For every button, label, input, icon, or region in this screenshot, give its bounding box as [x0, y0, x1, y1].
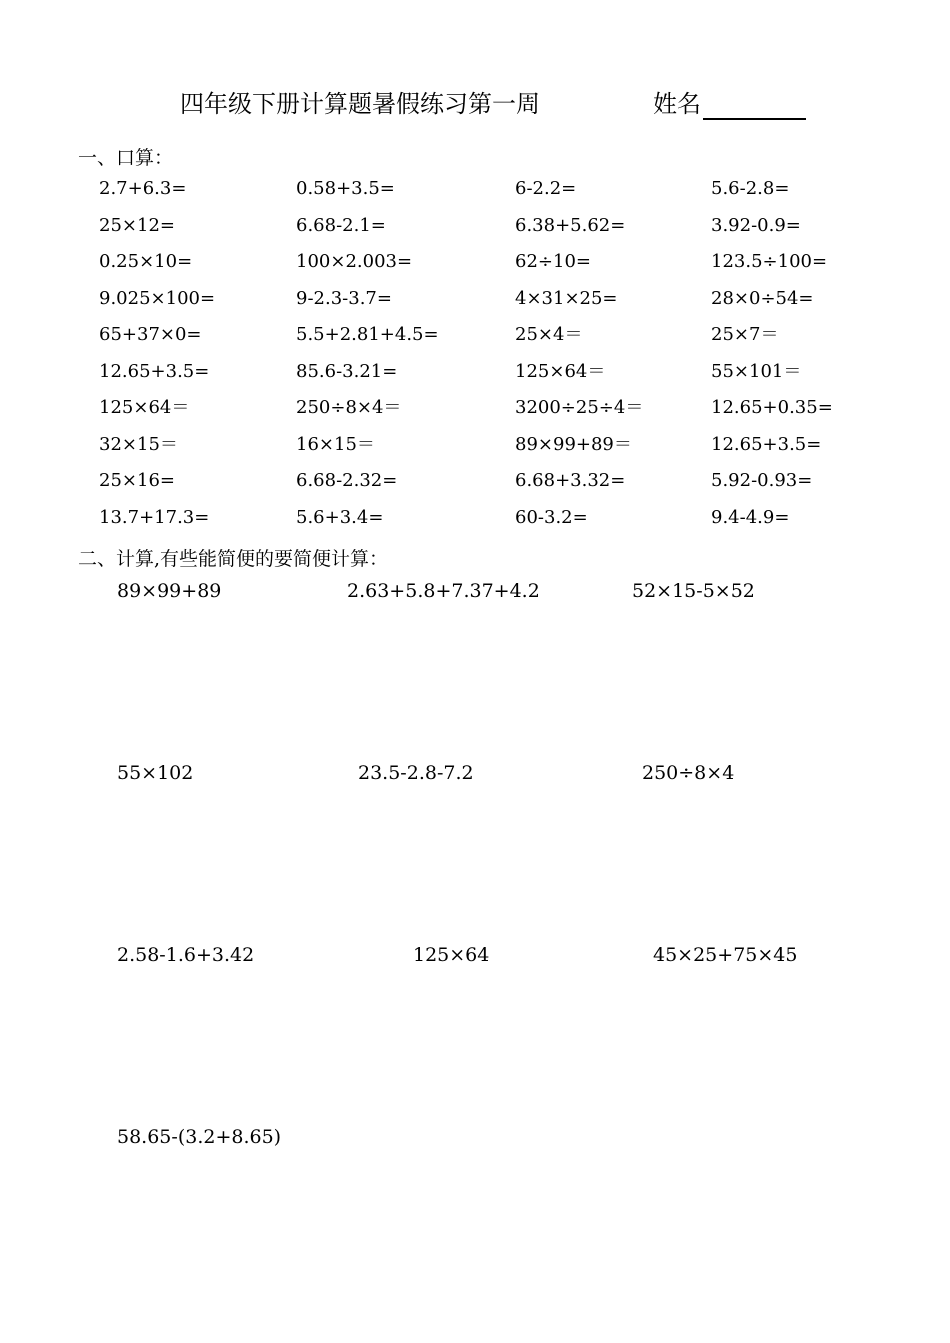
calculation-problem: 2.58-1.6+3.42 — [117, 944, 255, 966]
oral-item: 5.5+2.81+4.5= — [296, 324, 439, 345]
oral-item: 25×7＝ — [711, 324, 779, 345]
oral-item: 12.65+0.35= — [711, 397, 833, 418]
oral-item: 5.92-0.93= — [711, 470, 813, 491]
oral-item: 13.7+17.3= — [99, 506, 210, 528]
calculation-problem: 52×15-5×52 — [632, 580, 755, 602]
calculation-problem: 89×99+89 — [117, 580, 222, 602]
oral-item: 6.38+5.62= — [515, 214, 626, 236]
oral-item: 9-2.3-3.7= — [296, 287, 392, 309]
oral-item: 9.025×100= — [99, 287, 216, 309]
oral-item: 100×2.003= — [296, 251, 413, 272]
oral-item: 250÷8×4＝ — [296, 397, 402, 418]
name-label: 姓名 — [653, 90, 701, 118]
calculation-problem: 250÷8×4 — [642, 762, 735, 784]
oral-item: 125×64＝ — [515, 360, 606, 382]
calculation-problem: 45×25+75×45 — [653, 944, 798, 966]
oral-item: 89×99+89＝ — [515, 433, 632, 455]
oral-item: 6.68-2.1= — [296, 214, 386, 236]
oral-item: 6-2.2= — [515, 178, 577, 199]
worksheet-title: 四年级下册计算题暑假练习第一周 — [180, 90, 540, 118]
oral-item: 65+37×0= — [99, 324, 202, 345]
calculation-problem: 125×64 — [413, 944, 490, 966]
oral-item: 5.6+3.4= — [296, 506, 384, 528]
oral-item: 32×15＝ — [99, 433, 178, 455]
oral-item: 12.65+3.5= — [99, 360, 210, 382]
calculation-problem: 2.63+5.8+7.37+4.2 — [347, 580, 540, 602]
oral-item: 6.68+3.32= — [515, 470, 626, 491]
oral-item: 9.4-4.9= — [711, 506, 790, 528]
oral-item: 25×12= — [99, 214, 175, 236]
oral-item: 0.58+3.5= — [296, 178, 395, 199]
oral-item: 3200÷25÷4＝ — [515, 397, 644, 418]
oral-item: 123.5÷100= — [711, 251, 828, 272]
oral-item: 2.7+6.3= — [99, 178, 187, 199]
oral-item: 16×15＝ — [296, 433, 375, 455]
oral-item: 60-3.2= — [515, 506, 588, 528]
calculation-problem: 23.5-2.8-7.2 — [358, 762, 474, 784]
calculation-problem: 58.65-(3.2+8.65) — [117, 1126, 282, 1148]
oral-item: 25×4＝ — [515, 324, 583, 345]
section-1-heading: 一、口算： — [78, 147, 174, 169]
oral-item: 25×16= — [99, 470, 175, 491]
oral-item: 125×64＝ — [99, 397, 190, 418]
oral-item: 62÷10= — [515, 251, 591, 272]
oral-item: 4×31×25= — [515, 287, 618, 309]
oral-item: 28×0÷54= — [711, 287, 814, 309]
oral-item: 0.25×10= — [99, 251, 193, 272]
oral-item: 85.6-3.21= — [296, 360, 398, 382]
oral-item: 3.92-0.9= — [711, 214, 801, 236]
oral-item: 12.65+3.5= — [711, 433, 822, 455]
section-2-heading: 二、计算,有些能简便的要简便计算： — [78, 548, 389, 570]
name-blank-line — [703, 118, 806, 120]
calculation-problem: 55×102 — [117, 762, 194, 784]
oral-item: 55×101＝ — [711, 360, 802, 382]
oral-item: 6.68-2.32= — [296, 470, 398, 491]
oral-item: 5.6-2.8= — [711, 178, 790, 199]
